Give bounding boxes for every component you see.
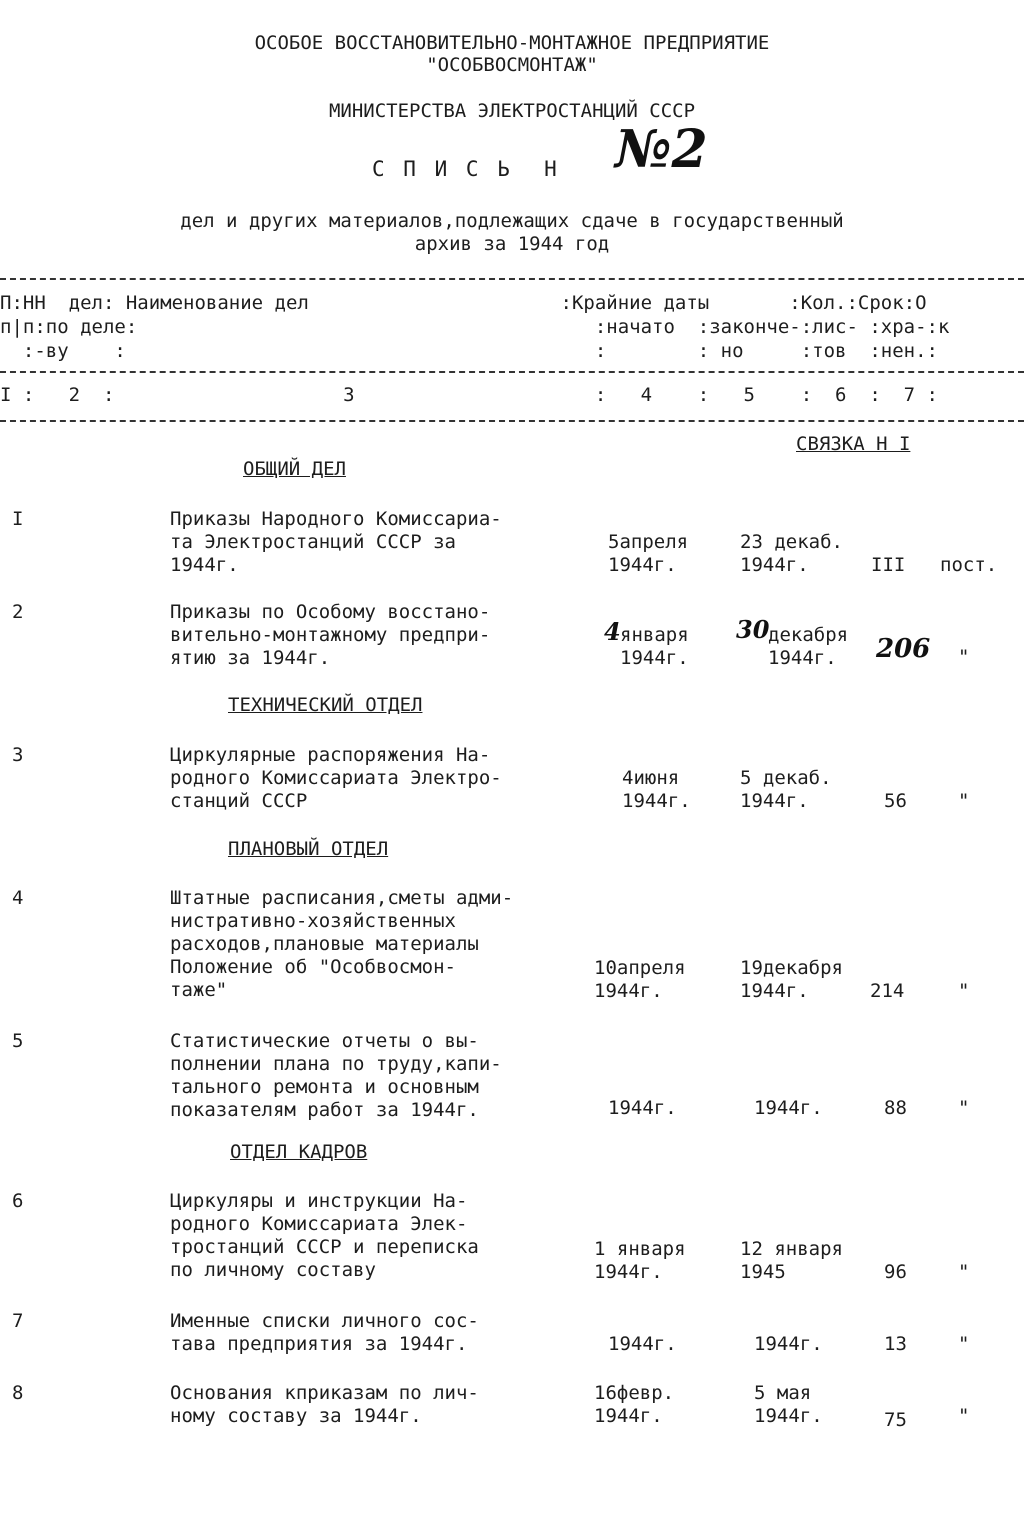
row-start-date: 10апреля 1944г. <box>594 957 686 1002</box>
row-end-date: декабря 1944г. <box>768 624 849 669</box>
row-storage-term: " <box>958 1405 970 1427</box>
row-number: 3 <box>12 744 24 766</box>
row-start-date: 1944г. <box>608 1097 677 1119</box>
row-storage-term: " <box>958 790 970 812</box>
ministry-name: МИНИСТЕРСТВА ЭЛЕКТРОСТАНЦИЙ СССР <box>328 100 696 122</box>
bundle-label: СВЯЗКА Н I <box>796 433 911 455</box>
row-name: Основания кприказам по лич- ному составу за 1944г. <box>170 1382 479 1427</box>
row-sheets: III <box>871 554 906 576</box>
table-top-rule <box>0 278 1024 280</box>
row-number: 5 <box>12 1030 24 1052</box>
row-sheets: 88 <box>884 1097 907 1119</box>
row-name: Именные списки личного сос- тава предприятия за 1944г. <box>170 1310 479 1355</box>
row-name: Штатные расписания,сметы адми- нистративно-хозяйственных расходов,плановые материалы Положение об "Особвосмон- таже" <box>170 887 514 1001</box>
row-storage-term: " <box>958 1261 970 1283</box>
list-subtitle-line1: дел и других материалов,подлежащих сдаче в государственный <box>180 210 844 232</box>
table-numbers-rule <box>0 420 1024 422</box>
row-number: 7 <box>12 1310 24 1332</box>
row-sheets: 56 <box>884 790 907 812</box>
table-header-row2: п|п:по деле: :начато :закончe-:лис- :хра-:к <box>0 316 950 338</box>
row-name: Циркуляры и инструкции На- родного Комиссариата Элек- тростанций СССР и переписка по личному составу <box>170 1190 479 1281</box>
table-header-row1: П:НН дел: Наименование дел :Крайние даты :Кол.:Срок:О <box>0 292 927 314</box>
row-end-date: 5 мая 1944г. <box>754 1382 823 1427</box>
row-sheets: 13 <box>884 1333 907 1355</box>
row-storage-term: " <box>958 1333 970 1355</box>
org-short-name: "ОСОБВОСМОНТАЖ" <box>426 54 598 76</box>
org-name: ОСОБОЕ ВОССТАНОВИТЕЛЬНО-МОНТАЖНОЕ ПРЕДПРИЯТИЕ <box>254 32 770 54</box>
row-start-date: 1944г. <box>608 1333 677 1355</box>
row-number: 6 <box>12 1190 24 1212</box>
table-header-rule <box>0 371 1024 373</box>
row-name: Циркулярные распоряжения На- родного Комиссариата Электро- станций СССР <box>170 744 502 812</box>
list-number-handwritten: №2 <box>615 119 708 180</box>
row-number: 2 <box>12 601 24 623</box>
row-storage-term: " <box>958 646 970 668</box>
row-end-date: 23 декаб. 1944г. <box>740 531 843 576</box>
list-title: С П И С Ь Н <box>372 157 560 181</box>
row-number: 8 <box>12 1382 24 1404</box>
row-end-date: 19декабря 1944г. <box>740 957 843 1002</box>
section-title: ОБЩИЙ ДЕЛ <box>243 458 346 480</box>
row-storage-term: " <box>958 1097 970 1119</box>
row-end-date: 1944г. <box>754 1097 823 1119</box>
row-start-date: 16февр. 1944г. <box>594 1382 675 1427</box>
row-storage-term: пост. <box>940 554 998 576</box>
row-sheets: 96 <box>884 1261 907 1283</box>
row-end-date: 5 декаб. 1944г. <box>740 767 832 812</box>
row-sheets: 75 <box>884 1409 907 1431</box>
row-end-date: 12 января 1945 <box>740 1238 843 1283</box>
row-name: Приказы Народного Комиссариа- та Электростанций СССР за 1944г. <box>170 508 502 576</box>
row-name: Приказы по Особому восстано- вительно-монтажному предпри- ятию за 1944г. <box>170 601 491 669</box>
section-title: ПЛАНОВЫЙ ОТДЕЛ <box>228 838 389 860</box>
row-start-date: 4июня 1944г. <box>622 767 691 812</box>
row-start-date: января 1944г. <box>620 624 689 669</box>
row-sheets: 206 <box>876 634 931 664</box>
row-start-date: 1 января 1944г. <box>594 1238 686 1283</box>
table-header-row3: :-ву : : : но :тов :нен.: <box>0 340 938 362</box>
table-column-numbers: I : 2 : 3 : 4 : 5 : 6 : 7 : <box>0 384 938 406</box>
row-storage-term: " <box>958 980 970 1002</box>
section-title: ОТДЕЛ КАДРОВ <box>230 1141 368 1163</box>
row-end-day-handwritten: 30 <box>736 615 770 644</box>
row-start-date: 5апреля 1944г. <box>608 531 689 576</box>
row-number: 4 <box>12 887 24 909</box>
section-title: ТЕХНИЧЕСКИЙ ОТДЕЛ <box>228 694 423 716</box>
row-start-day-handwritten: 4 <box>604 617 621 646</box>
row-sheets: 214 <box>870 980 905 1002</box>
row-number: I <box>12 508 24 530</box>
list-subtitle-line2: архив за 1944 год <box>414 233 610 255</box>
row-name: Статистические отчеты о вы- полнении плана по труду,капи- тального ремонта и основным показателям работ за 1944г. <box>170 1030 502 1121</box>
row-end-date: 1944г. <box>754 1333 823 1355</box>
